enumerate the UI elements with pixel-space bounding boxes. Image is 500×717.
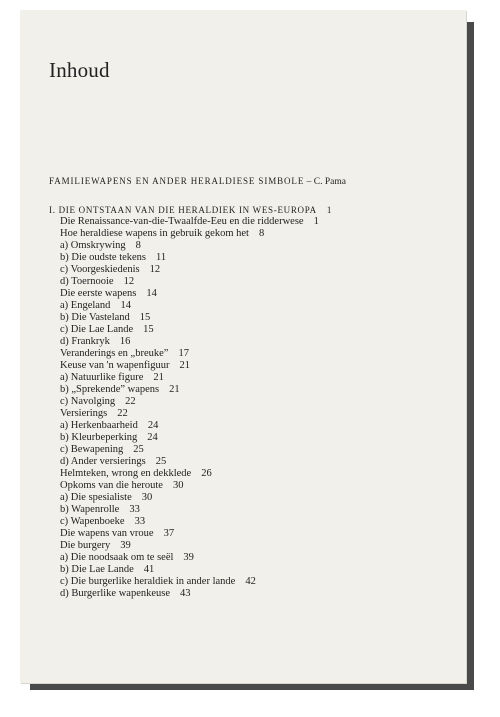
toc-entry: d) Ander versierings 25	[60, 456, 167, 467]
toc-entry: Hoe heraldiese wapens in gebruik gekom het 8	[60, 228, 265, 239]
toc-entry: b) „Sprekende” wapens 21	[60, 384, 180, 395]
section-title: FAMILIEWAPENS EN ANDER HERALDIESE SIMBOLE	[49, 176, 305, 186]
section-heading	[49, 176, 346, 187]
toc-entry: Die wapens van vroue 37	[60, 528, 175, 539]
toc-entry: d) Frankryk 16	[60, 336, 131, 347]
toc-entry: a) Natuurlike figure 21	[60, 372, 164, 383]
toc-entry: Helmteken, wrong en dekklede 26	[60, 468, 212, 479]
toc-entry: b) Wapenrolle 33	[60, 504, 140, 515]
toc-entry: a) Omskrywing 8	[60, 240, 141, 251]
toc-entry: a) Die noodsaak om te seël 39	[60, 552, 194, 563]
toc-entry: c) Navolging 22	[60, 396, 136, 407]
toc-entry: c) Die burgerlike heraldiek in ander lande 42	[60, 576, 256, 587]
page-title: Inhoud	[49, 58, 110, 82]
toc-entry: Keuse van 'n wapenfiguur 21	[60, 360, 190, 371]
toc-entry: Versierings 22	[60, 408, 128, 419]
toc-entry: d) Toernooie 12	[60, 276, 135, 287]
toc-entry: b) Die Lae Lande 41	[60, 564, 155, 575]
section-author: – C. Pama	[306, 177, 346, 187]
toc-entry: b) Die Vasteland 15	[60, 312, 151, 323]
toc-entry: Die eerste wapens 14	[60, 288, 157, 299]
toc-entry: c) Bewapening 25	[60, 444, 144, 455]
book-page	[20, 10, 466, 683]
toc-entry: Die Renaissance-van-die-Twaalfde-Eeu en die ridderwese 1	[60, 216, 319, 227]
toc-entry: a) Die spesialiste 30	[60, 492, 153, 503]
toc-entry-chapter: I. DIE ONTSTAAN VAN DIE HERALDIEK IN WES-EUROPA 1	[49, 205, 333, 215]
table-of-contents	[49, 204, 332, 600]
toc-entry: d) Burgerlike wapenkeuse 43	[60, 588, 191, 599]
toc-entry: a) Engeland 14	[60, 300, 131, 311]
toc-entry: c) Voorgeskiedenis 12	[60, 264, 161, 275]
toc-entry: Die burgery 39	[60, 540, 131, 551]
toc-entry: b) Die oudste tekens 11	[60, 252, 167, 263]
toc-entry: c) Wapenboeke 33	[60, 516, 146, 527]
toc-entry: Opkoms van die heroute 30	[60, 480, 184, 491]
toc-entry: a) Herkenbaarheid 24	[60, 420, 159, 431]
toc-entry: b) Kleurbeperking 24	[60, 432, 158, 443]
toc-entry: c) Die Lae Lande 15	[60, 324, 154, 335]
toc-entry: Veranderings en „breuke” 17	[60, 348, 189, 359]
